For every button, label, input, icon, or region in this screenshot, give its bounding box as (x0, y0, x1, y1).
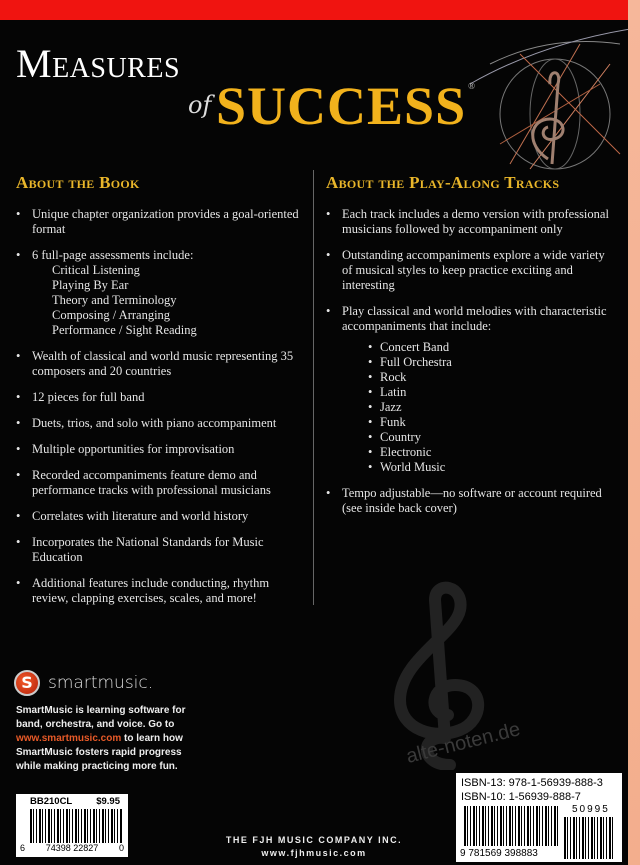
smartmusic-link[interactable]: www.smartmusic.com (16, 733, 122, 744)
list-item-text: • Incorporates the National Standards for Music Education (32, 535, 264, 564)
sub-item: • Latin (366, 385, 616, 400)
list-item (16, 509, 306, 524)
title-measures-text: Measures (16, 41, 181, 86)
column-divider (313, 170, 314, 605)
sub-item: • Country (366, 430, 616, 445)
list-item (326, 207, 616, 237)
list-item-text: • Outstanding accompaniments explore a wide variety of musical styles to keep practice exciting and interesting (342, 248, 605, 292)
heading-about-tracks: About the Play-Along Tracks (326, 173, 560, 192)
isbn-bars (464, 806, 560, 846)
back-cover (0, 20, 628, 865)
smartmusic-wordmark: smartmusic. (48, 673, 154, 693)
sub-item: • World Music (366, 460, 616, 475)
list-item-text: • Recorded accompaniments feature demo and performance tracks with professional musicians (32, 468, 271, 497)
list-item-text: • Play classical and world melodies with characteristic accompaniments that include: (342, 304, 607, 333)
smartmusic-description (16, 704, 206, 774)
list-item-text: • Tempo adjustable—no software or account required (see inside back cover) (342, 486, 602, 515)
publisher-name: THE FJH MUSIC COMPANY INC. (225, 835, 403, 845)
title-measures (16, 42, 180, 86)
list-item-text: • 12 pieces for full band (32, 390, 145, 404)
sub-item: Composing / Arranging (52, 308, 171, 322)
publisher-url[interactable]: www.fjhmusic.com (261, 848, 367, 858)
list-item (16, 442, 306, 457)
upc-last-digit: 0 (118, 843, 124, 853)
list-item (326, 304, 616, 475)
isbn-addon: 50995 (572, 804, 610, 815)
isbn-digits: 9 781569 398883 (460, 848, 538, 859)
list-item (16, 390, 306, 405)
list-item (16, 349, 306, 379)
upc-digits: 74398 22827 (45, 843, 99, 853)
sub-item: Theory and Terminology (52, 293, 177, 307)
smartmusic-logo-icon: S (14, 670, 40, 696)
spine-stripe (628, 0, 640, 865)
heading-about-book: About the Book (16, 173, 140, 192)
title-success-line (216, 76, 476, 136)
sub-item: • Jazz (366, 400, 616, 415)
sub-list (342, 340, 616, 475)
list-item-text: • Wealth of classical and world music representing 35 composers and 20 countries (32, 349, 294, 378)
list-item (16, 468, 306, 498)
smartmusic-text-2: to learn how SmartMusic fosters rapid progress while making practicing more fun. (16, 733, 183, 772)
list-item (326, 486, 616, 516)
list-item (16, 207, 306, 237)
sub-item: • Funk (366, 415, 616, 430)
product-code: BB210CL (30, 796, 73, 807)
sub-item: • Full Orchestra (366, 355, 616, 370)
list-item (326, 248, 616, 293)
sub-list (32, 263, 306, 338)
smartmusic-logo (14, 670, 153, 696)
list-item (16, 535, 306, 565)
list-item-text: • 6 full-page assessments include: (32, 248, 194, 262)
list-item-text: • Correlates with literature and world history (32, 509, 249, 523)
price: $9.95 (96, 796, 120, 807)
watermark: alte-noten.de (403, 718, 523, 768)
isbn-13: ISBN-13: 978-1-56939-888-3 (461, 777, 603, 789)
book-features-list (16, 207, 306, 617)
sub-item: • Electronic (366, 445, 616, 460)
list-item (16, 576, 306, 606)
smartmusic-text-1: SmartMusic is learning software for band, orchestra, and voice. Go to (16, 705, 186, 730)
title-success: SUCCESS (216, 76, 467, 136)
title-of: of (188, 91, 212, 119)
isbn-10: ISBN-10: 1-56939-888-7 (461, 791, 581, 803)
list-item-text: • Duets, trios, and solo with piano accompaniment (32, 416, 277, 430)
list-item-text: • Each track includes a demo version with professional musicians followed by accompaniment only (342, 207, 609, 236)
red-top-band (0, 0, 628, 20)
upc-first-digit: 6 (20, 843, 26, 853)
list-item (16, 248, 306, 338)
sub-item: Playing By Ear (52, 278, 129, 292)
sub-item: • Concert Band (366, 340, 616, 355)
list-item-text: • Additional features include conducting, rhythm review, clapping exercises, scales, and more! (32, 576, 270, 605)
list-item (16, 416, 306, 431)
list-item-text: • Multiple opportunities for improvisation (32, 442, 235, 456)
sub-item: Critical Listening (52, 263, 140, 277)
registered-mark: ® (468, 81, 476, 91)
isbn-barcode (456, 773, 622, 862)
addon-bars (564, 817, 614, 859)
sub-item: • Rock (366, 370, 616, 385)
tracks-features-list (326, 207, 616, 527)
list-item-text: • Unique chapter organization provides a goal-oriented format (32, 207, 299, 236)
sub-item: Performance / Sight Reading (52, 323, 197, 337)
